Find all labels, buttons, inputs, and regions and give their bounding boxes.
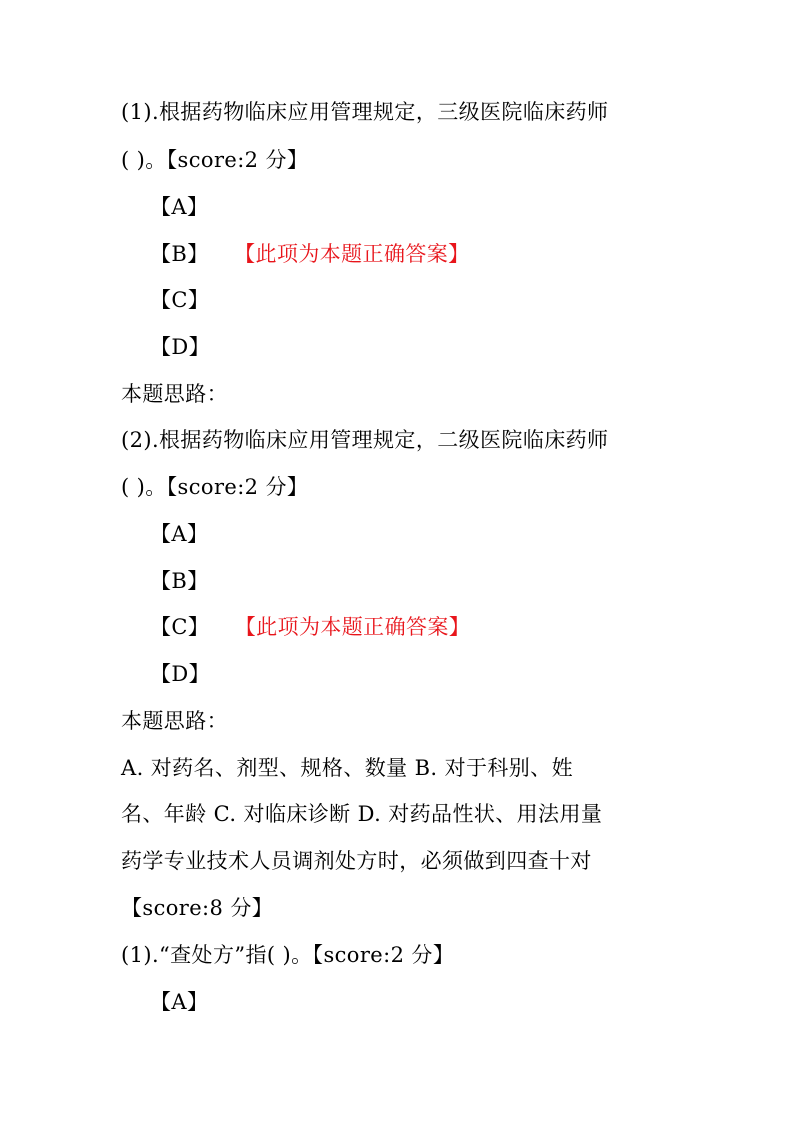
question-2-stem-line-2: ( )。【score:2 分】: [121, 475, 309, 499]
group-stem: 药学专业技术人员调剂处方时，必须做到四查十对: [121, 849, 592, 873]
question-2-stem-line-1: (2).根据药物临床应用管理规定，二级医院临床药师: [121, 428, 609, 452]
question-3-stem: (1).“查处方”指( )。【score:2 分】: [121, 943, 455, 967]
question-1-stem-line-1: (1).根据药物临床应用管理规定，三级医院临床药师: [121, 100, 609, 124]
question-2-option-a: 【A】: [150, 522, 209, 546]
correct-answer-marker: 【此项为本题正确答案】: [245, 615, 471, 639]
question-3-option-a: 【A】: [150, 990, 209, 1014]
group-options-line-1: A. 对药名、剂型、规格、数量 B. 对于科别、姓: [121, 756, 573, 780]
group-score: 【score:8 分】: [121, 896, 274, 920]
question-2-option-b: 【B】: [150, 569, 209, 593]
question-1-rationale-label: 本题思路：: [121, 382, 228, 406]
question-1-option-a: 【A】: [150, 195, 209, 219]
option-label: 【C】: [150, 615, 210, 639]
question-1-stem-line-2: ( )。【score:2 分】: [121, 148, 309, 172]
question-2-option-c: [150, 613, 470, 641]
question-1-option-b: [150, 240, 470, 268]
group-options-line-2: 名、年龄 C. 对临床诊断 D. 对药品性状、用法用量: [121, 802, 603, 826]
question-1-option-c: 【C】: [150, 288, 210, 312]
question-2-option-d: 【D】: [150, 662, 211, 686]
correct-answer-marker: 【此项为本题正确答案】: [244, 242, 470, 266]
question-1-option-d: 【D】: [150, 335, 211, 359]
question-2-rationale-label: 本题思路：: [121, 709, 228, 733]
option-label: 【B】: [150, 242, 209, 266]
